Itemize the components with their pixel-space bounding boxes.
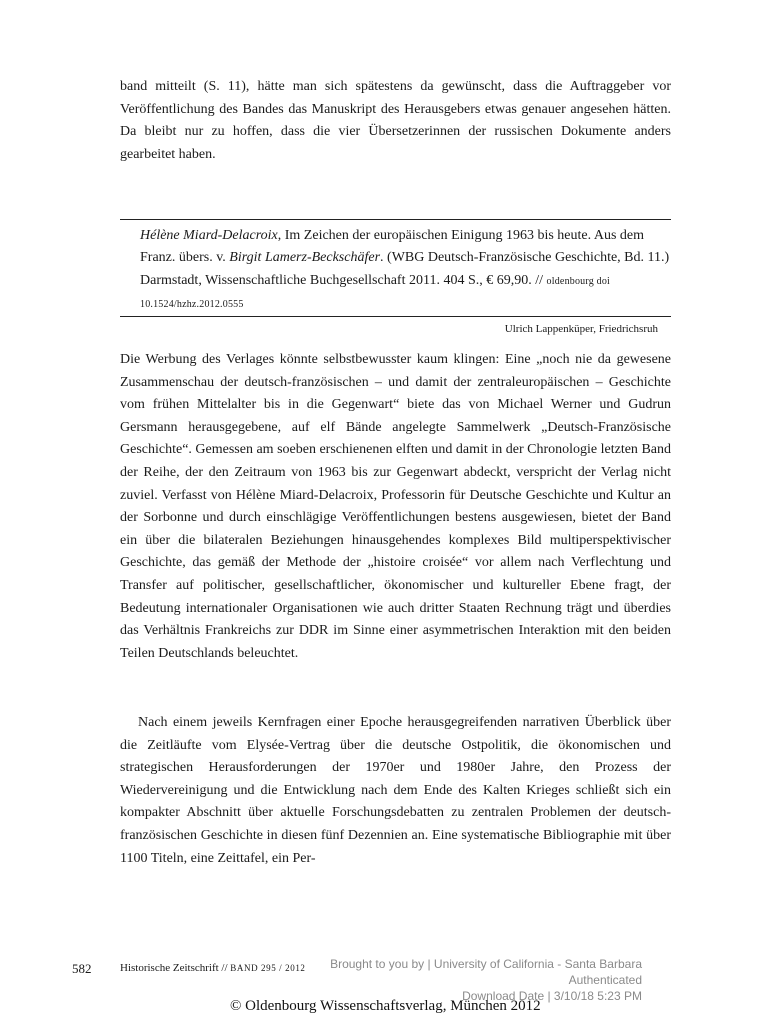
review-translator: Birgit Lamerz-Beckschäfer bbox=[229, 250, 381, 266]
page-number: 582 bbox=[72, 961, 92, 976]
running-head bbox=[120, 962, 306, 974]
copyright-notice: © Oldenbourg Wissenschaftsverlag, München 2012 bbox=[230, 998, 541, 1014]
body-paragraph-1: Die Werbung des Verlages könnte selbstbewusster kaum klingen: Eine „noch nie da gewesene Zusammenschau der deutsch-französischen – und damit der zentraleuropäischen – Geschichte vom frühen Mittelalter bis in die Gegenwart“ biete das von Michael Werner und Gudrun Gersmann herausgegebene, auf elf Bände angelegte Sammelwerk „Deutsch-Französische Geschichte“. Gemessen am soeben erschienenen elften und damit in der Chronologie letzten Band der Reihe, der den Zeitraum von 1963 bis zur Gegenwart abdeckt, verspricht der Verlag nicht zuviel. Verfasst von Hélène Miard-Delacroix, Professorin für Deutsche Geschichte und Kultur an der Sorbonne und durch einschlägige Veröffentlichungen bestens ausgewiesen, bietet der Band ein über die bilateralen Beziehungen hinausgehendes komplexes Bild multiperspektivischer Geschichte, das gemäß der Methode der „histoire croisée“ vor allem nach Verflechtung und Transfer auf politischer, gesellschaftlicher, ökonomischer und kultureller Ebene fragt, der Bedeutung internationaler Organisationen wie auch dritter Staaten Rechnung trägt und überdies das Verhältnis Frankreichs zur DDR im Sinne einer asymmetrischen Interaktion mit den beiden Teilen Deutschlands beleuchtet. bbox=[120, 352, 671, 661]
watermark-brought-to-you: Brought to you by | University of California - Santa Barbara bbox=[330, 957, 642, 971]
watermark-download-date: Download Date | 3/10/18 5:23 PM bbox=[462, 989, 642, 1003]
watermark-authenticated: Authenticated bbox=[568, 973, 642, 987]
review-doi: oldenbourg doi 10.1524/hzhz.2012.0555 bbox=[140, 275, 610, 310]
review-title: , Im Zeichen der europäischen Einigung 1963 bis heute. Aus dem Franz. übers. v. bbox=[140, 228, 644, 266]
body-paragraph-2: Nach einem jeweils Kernfragen einer Epoche herausgegreifenden narrativen Überblick über die Zeitläufte vom Elysée-Vertrag über die deutsche Ostpolitik, die ökonomischen und strategischen Herausforderungen der 1970er und 1980er Jahre, den Prozess der Wiedervereinigung und die Entwicklung nach dem Ende des Kalten Krieges schließt sich ein kompakter Abschnitt über aktuelle Forschungsdebatten zu zentralen Problemen der deutsch-französischen Geschichte in diesen fünf Dezennien an. Eine systematische Bibliographie mit über 1100 Titeln, eine Zeittafel, ein Per- bbox=[120, 715, 671, 866]
review-header bbox=[120, 219, 671, 317]
intro-paragraph: band mitteilt (S. 11), hätte man sich spätestens da gewünscht, dass die Auftraggeber vor Veröffentlichung des Bandes das Manuskript des Herausgebers etwas genauer angesehen hätten. Da bleibt nur zu hoffen, dass die vier Übersetzerinnen der russischen Dokumente anders gearbeitet haben. bbox=[120, 79, 671, 162]
band-info: BAND 295 / 2012 bbox=[230, 963, 306, 973]
review-author: Hélène Miard-Delacroix bbox=[140, 228, 278, 243]
review-details: . (WBG Deutsch-Französische Geschichte, Bd. 11.) Darmstadt, Wissenschaftliche Buchgesellschaft 2011. 404 S., € 69,90. // bbox=[140, 250, 670, 288]
bibliographic-entry bbox=[140, 225, 671, 316]
reviewer-name: Ulrich Lappenküper, Friedrichsruh bbox=[504, 323, 658, 335]
journal-name: Historische Zeitschrift // bbox=[120, 962, 231, 974]
